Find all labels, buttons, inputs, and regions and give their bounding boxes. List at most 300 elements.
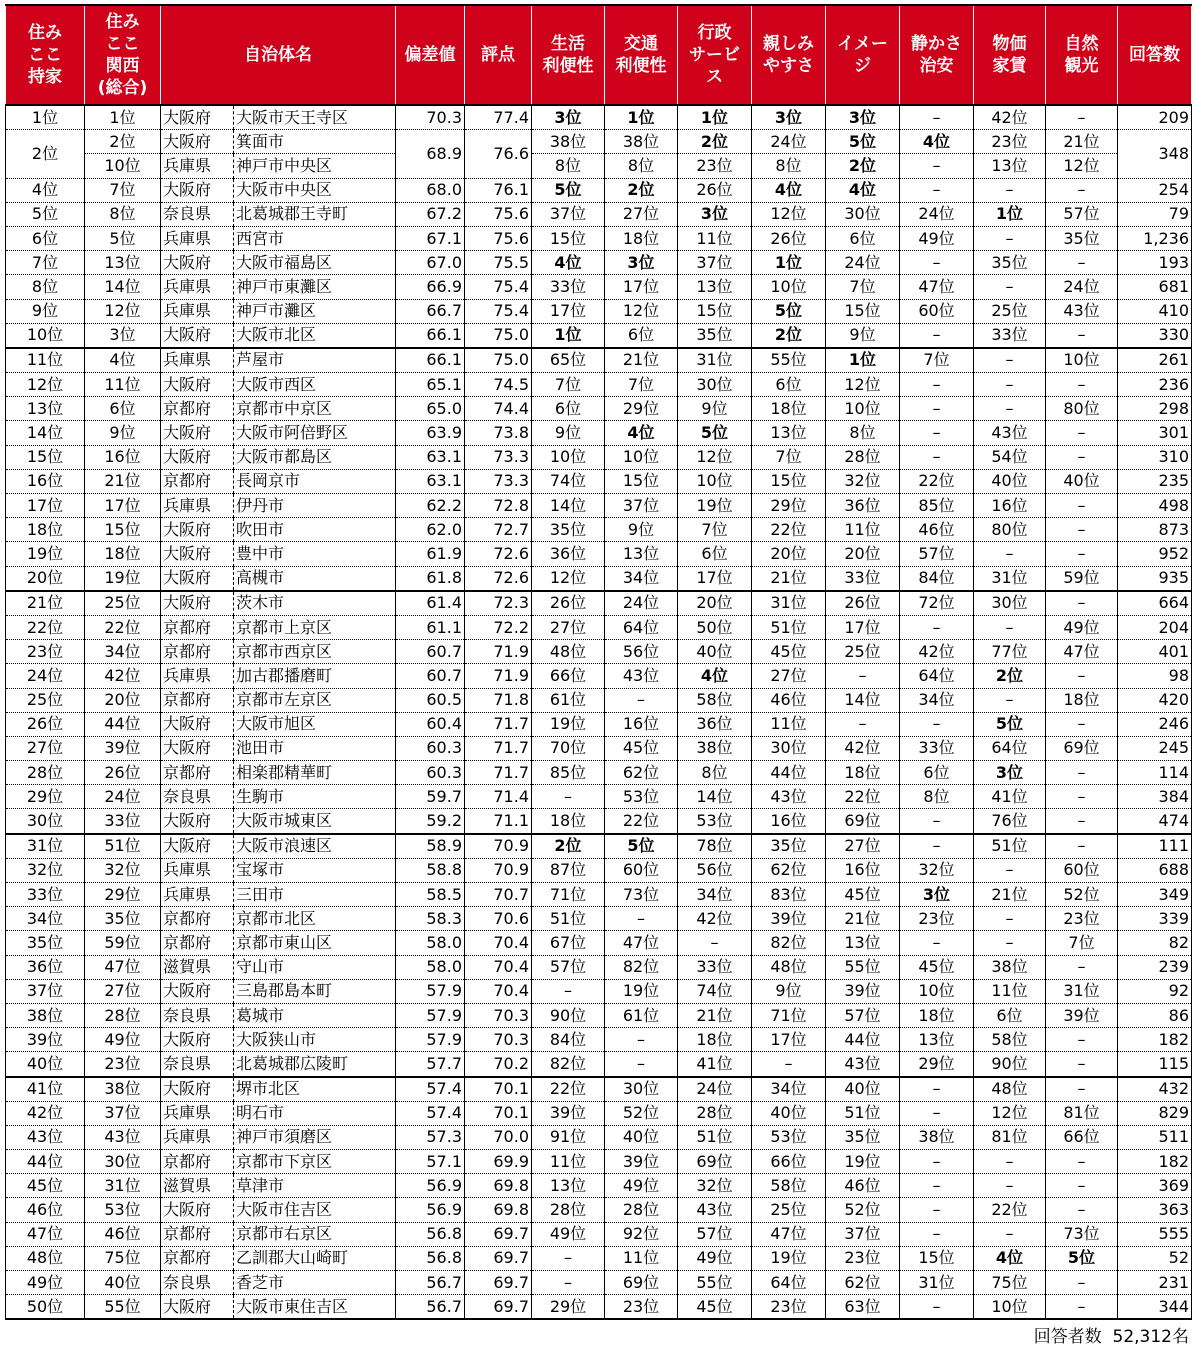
- cell-living-convenience: 61位: [532, 688, 605, 712]
- cell-deviation: 57.9: [396, 979, 465, 1003]
- cell-respondents: 246: [1118, 712, 1192, 736]
- cell-rank: 22位: [6, 615, 85, 639]
- cell-municipality: 京都市上京区: [234, 615, 396, 639]
- cell-living-convenience: 57位: [532, 955, 605, 979]
- cell-rank: 16位: [6, 469, 85, 493]
- cell-nature-tourism: –: [1046, 445, 1118, 469]
- cell-kansai-rank: 2位: [85, 130, 161, 154]
- cell-image: 45位: [826, 883, 900, 907]
- cell-deviation: 61.1: [396, 615, 465, 639]
- cell-quiet-safety: 42位: [900, 640, 974, 664]
- cell-image: 23位: [826, 1246, 900, 1270]
- cell-familiarity: 82位: [752, 931, 826, 955]
- cell-rank: 33位: [6, 883, 85, 907]
- cell-transport-convenience: 9位: [605, 518, 678, 542]
- cell-prices-rent: 21位: [974, 883, 1046, 907]
- cell-respondents: 86: [1118, 1003, 1192, 1027]
- cell-living-convenience: 7位: [532, 373, 605, 397]
- cell-living-convenience: 14位: [532, 494, 605, 518]
- cell-deviation: 63.1: [396, 469, 465, 493]
- cell-living-convenience: 90位: [532, 1003, 605, 1027]
- cell-admin-service: 34位: [678, 883, 752, 907]
- cell-admin-service: 2位: [678, 130, 752, 154]
- cell-nature-tourism: 7位: [1046, 931, 1118, 955]
- cell-transport-convenience: 82位: [605, 955, 678, 979]
- cell-quiet-safety: 33位: [900, 736, 974, 760]
- cell-admin-service: 30位: [678, 373, 752, 397]
- cell-respondents: 498: [1118, 494, 1192, 518]
- cell-prices-rent: 10位: [974, 1295, 1046, 1320]
- cell-nature-tourism: 66位: [1046, 1125, 1118, 1149]
- cell-respondents: 511: [1118, 1125, 1192, 1149]
- cell-municipality: 京都市中京区: [234, 397, 396, 421]
- cell-image: 63位: [826, 1295, 900, 1320]
- cell-prefecture: 滋賀県: [161, 1174, 234, 1198]
- cell-admin-service: 15位: [678, 299, 752, 323]
- cell-nature-tourism: –: [1046, 1077, 1118, 1102]
- cell-municipality: 葛城市: [234, 1003, 396, 1027]
- cell-respondents: 349: [1118, 883, 1192, 907]
- cell-prefecture: 大阪府: [161, 373, 234, 397]
- cell-rank: 14位: [6, 421, 85, 445]
- cell-quiet-safety: –: [900, 834, 974, 859]
- cell-kansai-rank: 11位: [85, 373, 161, 397]
- cell-admin-service: 12位: [678, 445, 752, 469]
- cell-municipality: 神戸市中央区: [234, 154, 396, 178]
- cell-nature-tourism: –: [1046, 1174, 1118, 1198]
- cell-admin-service: 1位: [678, 105, 752, 130]
- cell-deviation: 67.2: [396, 202, 465, 226]
- cell-score: 72.6: [465, 566, 532, 591]
- cell-municipality: 生駒市: [234, 785, 396, 809]
- cell-image: 14位: [826, 688, 900, 712]
- cell-transport-convenience: –: [605, 1028, 678, 1052]
- cell-living-convenience: 91位: [532, 1125, 605, 1149]
- table-row: [6, 979, 1192, 1003]
- cell-transport-convenience: 52位: [605, 1101, 678, 1125]
- cell-rank: 36位: [6, 955, 85, 979]
- cell-transport-convenience: 16位: [605, 712, 678, 736]
- cell-nature-tourism: –: [1046, 1271, 1118, 1295]
- cell-prices-rent: 77位: [974, 640, 1046, 664]
- cell-score: 71.4: [465, 785, 532, 809]
- cell-living-convenience: 3位: [532, 105, 605, 130]
- cell-score: 70.6: [465, 907, 532, 931]
- table-row: [6, 494, 1192, 518]
- cell-living-convenience: 9位: [532, 421, 605, 445]
- cell-score: 70.4: [465, 955, 532, 979]
- cell-municipality: 大阪市中央区: [234, 178, 396, 202]
- cell-kansai-rank: 17位: [85, 494, 161, 518]
- cell-deviation: 57.7: [396, 1052, 465, 1077]
- table-row: [6, 883, 1192, 907]
- cell-quiet-safety: –: [900, 931, 974, 955]
- cell-prices-rent: 6位: [974, 1003, 1046, 1027]
- cell-prefecture: 奈良県: [161, 202, 234, 226]
- cell-score: 75.0: [465, 323, 532, 348]
- cell-rank: 15位: [6, 445, 85, 469]
- cell-image: 32位: [826, 469, 900, 493]
- cell-image: 12位: [826, 373, 900, 397]
- cell-respondents: 236: [1118, 373, 1192, 397]
- cell-living-convenience: 12位: [532, 566, 605, 591]
- cell-respondents: 420: [1118, 688, 1192, 712]
- cell-respondents: 261: [1118, 348, 1192, 373]
- cell-nature-tourism: 31位: [1046, 979, 1118, 1003]
- cell-nature-tourism: –: [1046, 1295, 1118, 1320]
- cell-score: 70.3: [465, 1028, 532, 1052]
- cell-prefecture: 大阪府: [161, 1295, 234, 1320]
- cell-familiarity: 66位: [752, 1150, 826, 1174]
- cell-prefecture: 滋賀県: [161, 955, 234, 979]
- cell-familiarity: 11位: [752, 712, 826, 736]
- cell-transport-convenience: 6位: [605, 323, 678, 348]
- cell-living-convenience: 29位: [532, 1295, 605, 1320]
- cell-score: 74.4: [465, 397, 532, 421]
- header-rank: 住み ここ 持家: [6, 5, 85, 105]
- cell-nature-tourism: 47位: [1046, 640, 1118, 664]
- cell-familiarity: 71位: [752, 1003, 826, 1027]
- cell-deviation: 56.8: [396, 1222, 465, 1246]
- cell-municipality: 大阪市阿倍野区: [234, 421, 396, 445]
- cell-quiet-safety: –: [900, 1077, 974, 1102]
- cell-score: 72.2: [465, 615, 532, 639]
- cell-prices-rent: –: [974, 542, 1046, 566]
- cell-score: 70.0: [465, 1125, 532, 1149]
- cell-municipality: 大阪市旭区: [234, 712, 396, 736]
- cell-deviation: 65.0: [396, 397, 465, 421]
- cell-living-convenience: 2位: [532, 834, 605, 859]
- cell-respondents: 348: [1118, 130, 1192, 178]
- cell-rank: 6位: [6, 226, 85, 250]
- cell-prices-rent: 64位: [974, 736, 1046, 760]
- cell-image: 22位: [826, 785, 900, 809]
- cell-admin-service: –: [678, 931, 752, 955]
- table-row: [6, 1125, 1192, 1149]
- cell-deviation: 56.7: [396, 1295, 465, 1320]
- cell-prices-rent: 23位: [974, 130, 1046, 154]
- cell-quiet-safety: –: [900, 445, 974, 469]
- cell-transport-convenience: 2位: [605, 178, 678, 202]
- cell-prefecture: 大阪府: [161, 1028, 234, 1052]
- cell-living-convenience: 85位: [532, 761, 605, 785]
- cell-kansai-rank: 35位: [85, 907, 161, 931]
- cell-prefecture: 大阪府: [161, 518, 234, 542]
- cell-nature-tourism: 35位: [1046, 226, 1118, 250]
- cell-deviation: 56.9: [396, 1198, 465, 1222]
- cell-score: 75.0: [465, 348, 532, 373]
- cell-quiet-safety: 72位: [900, 591, 974, 616]
- cell-respondents: 688: [1118, 858, 1192, 882]
- cell-prices-rent: –: [974, 907, 1046, 931]
- cell-quiet-safety: –: [900, 1150, 974, 1174]
- cell-rank: 40位: [6, 1052, 85, 1077]
- cell-deviation: 61.8: [396, 566, 465, 591]
- cell-nature-tourism: 57位: [1046, 202, 1118, 226]
- cell-rank: 11位: [6, 348, 85, 373]
- cell-admin-service: 19位: [678, 494, 752, 518]
- cell-rank: 47位: [6, 1222, 85, 1246]
- cell-image: 36位: [826, 494, 900, 518]
- cell-living-convenience: 48位: [532, 640, 605, 664]
- cell-familiarity: 22位: [752, 518, 826, 542]
- cell-municipality: 大阪狭山市: [234, 1028, 396, 1052]
- cell-deviation: 58.0: [396, 955, 465, 979]
- cell-nature-tourism: 73位: [1046, 1222, 1118, 1246]
- cell-respondents: 301: [1118, 421, 1192, 445]
- cell-prefecture: 京都府: [161, 688, 234, 712]
- cell-familiarity: 23位: [752, 1295, 826, 1320]
- cell-familiarity: 34位: [752, 1077, 826, 1102]
- cell-respondents: 239: [1118, 955, 1192, 979]
- cell-living-convenience: 17位: [532, 299, 605, 323]
- cell-rank: 32位: [6, 858, 85, 882]
- cell-respondents: 245: [1118, 736, 1192, 760]
- cell-admin-service: 35位: [678, 323, 752, 348]
- cell-kansai-rank: 21位: [85, 469, 161, 493]
- cell-familiarity: 19位: [752, 1246, 826, 1270]
- cell-quiet-safety: 10位: [900, 979, 974, 1003]
- cell-living-convenience: 87位: [532, 858, 605, 882]
- cell-quiet-safety: –: [900, 1101, 974, 1125]
- cell-admin-service: 38位: [678, 736, 752, 760]
- cell-prefecture: 兵庫県: [161, 883, 234, 907]
- cell-quiet-safety: 46位: [900, 518, 974, 542]
- cell-deviation: 59.7: [396, 785, 465, 809]
- cell-kansai-rank: 13位: [85, 251, 161, 275]
- cell-quiet-safety: 4位: [900, 130, 974, 154]
- cell-rank: 45位: [6, 1174, 85, 1198]
- cell-score: 72.6: [465, 542, 532, 566]
- cell-quiet-safety: 3位: [900, 883, 974, 907]
- cell-respondents: 555: [1118, 1222, 1192, 1246]
- cell-transport-convenience: 69位: [605, 1271, 678, 1295]
- cell-transport-convenience: 15位: [605, 469, 678, 493]
- cell-kansai-rank: 24位: [85, 785, 161, 809]
- cell-familiarity: 29位: [752, 494, 826, 518]
- cell-living-convenience: 5位: [532, 178, 605, 202]
- table-row: [6, 809, 1192, 834]
- cell-nature-tourism: 21位: [1046, 130, 1118, 154]
- cell-familiarity: –: [752, 1052, 826, 1077]
- cell-respondents: 310: [1118, 445, 1192, 469]
- cell-rank: 23位: [6, 640, 85, 664]
- cell-prefecture: 京都府: [161, 1150, 234, 1174]
- header-nature-tourism: 自然 観光: [1046, 5, 1118, 105]
- cell-transport-convenience: 5位: [605, 834, 678, 859]
- cell-prices-rent: 16位: [974, 494, 1046, 518]
- cell-living-convenience: 65位: [532, 348, 605, 373]
- cell-nature-tourism: 59位: [1046, 566, 1118, 591]
- cell-respondents: 664: [1118, 591, 1192, 616]
- cell-nature-tourism: –: [1046, 1052, 1118, 1077]
- cell-transport-convenience: 13位: [605, 542, 678, 566]
- cell-nature-tourism: 23位: [1046, 907, 1118, 931]
- cell-familiarity: 8位: [752, 154, 826, 178]
- cell-prices-rent: –: [974, 1150, 1046, 1174]
- cell-rank: 1位: [6, 105, 85, 130]
- cell-admin-service: 20位: [678, 591, 752, 616]
- cell-admin-service: 50位: [678, 615, 752, 639]
- cell-kansai-rank: 29位: [85, 883, 161, 907]
- table-row: [6, 1271, 1192, 1295]
- cell-transport-convenience: 34位: [605, 566, 678, 591]
- cell-living-convenience: 13位: [532, 1174, 605, 1198]
- cell-living-convenience: 82位: [532, 1052, 605, 1077]
- cell-living-convenience: 37位: [532, 202, 605, 226]
- cell-nature-tourism: –: [1046, 105, 1118, 130]
- cell-prices-rent: –: [974, 1174, 1046, 1198]
- cell-quiet-safety: 45位: [900, 955, 974, 979]
- cell-respondents: 79: [1118, 202, 1192, 226]
- cell-familiarity: 18位: [752, 397, 826, 421]
- cell-familiarity: 17位: [752, 1028, 826, 1052]
- cell-prices-rent: 33位: [974, 323, 1046, 348]
- cell-admin-service: 10位: [678, 469, 752, 493]
- cell-image: 37位: [826, 1222, 900, 1246]
- cell-municipality: 京都市西京区: [234, 640, 396, 664]
- cell-admin-service: 21位: [678, 1003, 752, 1027]
- cell-respondents: 193: [1118, 251, 1192, 275]
- cell-image: 2位: [826, 154, 900, 178]
- cell-prefecture: 大阪府: [161, 445, 234, 469]
- cell-kansai-rank: 47位: [85, 955, 161, 979]
- cell-admin-service: 31位: [678, 348, 752, 373]
- cell-prices-rent: 22位: [974, 1198, 1046, 1222]
- cell-rank: 17位: [6, 494, 85, 518]
- cell-respondents: 339: [1118, 907, 1192, 931]
- cell-respondents: 182: [1118, 1028, 1192, 1052]
- cell-nature-tourism: –: [1046, 251, 1118, 275]
- cell-rank: 25位: [6, 688, 85, 712]
- cell-deviation: 66.1: [396, 348, 465, 373]
- cell-municipality: 宝塚市: [234, 858, 396, 882]
- cell-image: 7位: [826, 275, 900, 299]
- cell-score: 69.9: [465, 1150, 532, 1174]
- cell-prefecture: 大阪府: [161, 421, 234, 445]
- cell-prices-rent: –: [974, 348, 1046, 373]
- cell-rank: 20位: [6, 566, 85, 591]
- cell-quiet-safety: –: [900, 373, 974, 397]
- cell-familiarity: 25位: [752, 1198, 826, 1222]
- header-living-convenience: 生活 利便性: [532, 5, 605, 105]
- cell-deviation: 61.4: [396, 591, 465, 616]
- cell-score: 72.3: [465, 591, 532, 616]
- cell-admin-service: 26位: [678, 178, 752, 202]
- cell-deviation: 67.0: [396, 251, 465, 275]
- cell-kansai-rank: 51位: [85, 834, 161, 859]
- cell-municipality: 池田市: [234, 736, 396, 760]
- cell-deviation: 59.2: [396, 809, 465, 834]
- cell-kansai-rank: 19位: [85, 566, 161, 591]
- cell-prices-rent: –: [974, 397, 1046, 421]
- cell-admin-service: 37位: [678, 251, 752, 275]
- cell-living-convenience: 26位: [532, 591, 605, 616]
- cell-prices-rent: 1位: [974, 202, 1046, 226]
- cell-kansai-rank: 59位: [85, 931, 161, 955]
- cell-prefecture: 大阪府: [161, 323, 234, 348]
- cell-prefecture: 大阪府: [161, 178, 234, 202]
- cell-municipality: 堺市北区: [234, 1077, 396, 1102]
- cell-kansai-rank: 38位: [85, 1077, 161, 1102]
- cell-respondents: 298: [1118, 397, 1192, 421]
- cell-quiet-safety: 15位: [900, 1246, 974, 1270]
- cell-municipality: 三田市: [234, 883, 396, 907]
- cell-nature-tourism: 40位: [1046, 469, 1118, 493]
- cell-admin-service: 5位: [678, 421, 752, 445]
- table-body: [6, 105, 1192, 1319]
- cell-prefecture: 京都府: [161, 761, 234, 785]
- cell-rank: 31位: [6, 834, 85, 859]
- cell-score: 73.3: [465, 469, 532, 493]
- cell-image: 39位: [826, 979, 900, 1003]
- cell-deviation: 58.3: [396, 907, 465, 931]
- cell-transport-convenience: 56位: [605, 640, 678, 664]
- cell-admin-service: 78位: [678, 834, 752, 859]
- cell-kansai-rank: 9位: [85, 421, 161, 445]
- cell-kansai-rank: 32位: [85, 858, 161, 882]
- cell-living-convenience: 70位: [532, 736, 605, 760]
- cell-score: 69.8: [465, 1198, 532, 1222]
- cell-admin-service: 28位: [678, 1101, 752, 1125]
- cell-score: 71.7: [465, 761, 532, 785]
- table-row: [6, 761, 1192, 785]
- cell-score: 75.5: [465, 251, 532, 275]
- cell-admin-service: 56位: [678, 858, 752, 882]
- table-row: [6, 1052, 1192, 1077]
- cell-quiet-safety: 29位: [900, 1052, 974, 1077]
- cell-transport-convenience: –: [605, 688, 678, 712]
- table-row: [6, 421, 1192, 445]
- cell-rank: 4位: [6, 178, 85, 202]
- cell-transport-convenience: 39位: [605, 1150, 678, 1174]
- cell-transport-convenience: 60位: [605, 858, 678, 882]
- cell-deviation: 60.7: [396, 664, 465, 688]
- cell-prefecture: 兵庫県: [161, 664, 234, 688]
- cell-prices-rent: 81位: [974, 1125, 1046, 1149]
- cell-prices-rent: 42位: [974, 105, 1046, 130]
- cell-score: 70.4: [465, 931, 532, 955]
- cell-transport-convenience: 19位: [605, 979, 678, 1003]
- cell-deviation: 58.8: [396, 858, 465, 882]
- table-row: [6, 1028, 1192, 1052]
- cell-prefecture: 京都府: [161, 615, 234, 639]
- cell-quiet-safety: –: [900, 178, 974, 202]
- cell-image: –: [826, 664, 900, 688]
- cell-transport-convenience: 61位: [605, 1003, 678, 1027]
- table-row: [6, 736, 1192, 760]
- cell-image: 35位: [826, 1125, 900, 1149]
- cell-image: 27位: [826, 834, 900, 859]
- cell-respondents: 209: [1118, 105, 1192, 130]
- cell-prices-rent: 38位: [974, 955, 1046, 979]
- cell-municipality: 大阪市都島区: [234, 445, 396, 469]
- cell-transport-convenience: 73位: [605, 883, 678, 907]
- cell-image: 8位: [826, 421, 900, 445]
- cell-municipality: 大阪市天王寺区: [234, 105, 396, 130]
- cell-prefecture: 大阪府: [161, 834, 234, 859]
- cell-transport-convenience: 29位: [605, 397, 678, 421]
- cell-municipality: 神戸市灘区: [234, 299, 396, 323]
- cell-rank: 29位: [6, 785, 85, 809]
- cell-deviation: 57.9: [396, 1028, 465, 1052]
- cell-respondents: 115: [1118, 1052, 1192, 1077]
- cell-transport-convenience: 49位: [605, 1174, 678, 1198]
- cell-image: 1位: [826, 348, 900, 373]
- table-row: [6, 251, 1192, 275]
- cell-familiarity: 20位: [752, 542, 826, 566]
- table-row: [6, 1174, 1192, 1198]
